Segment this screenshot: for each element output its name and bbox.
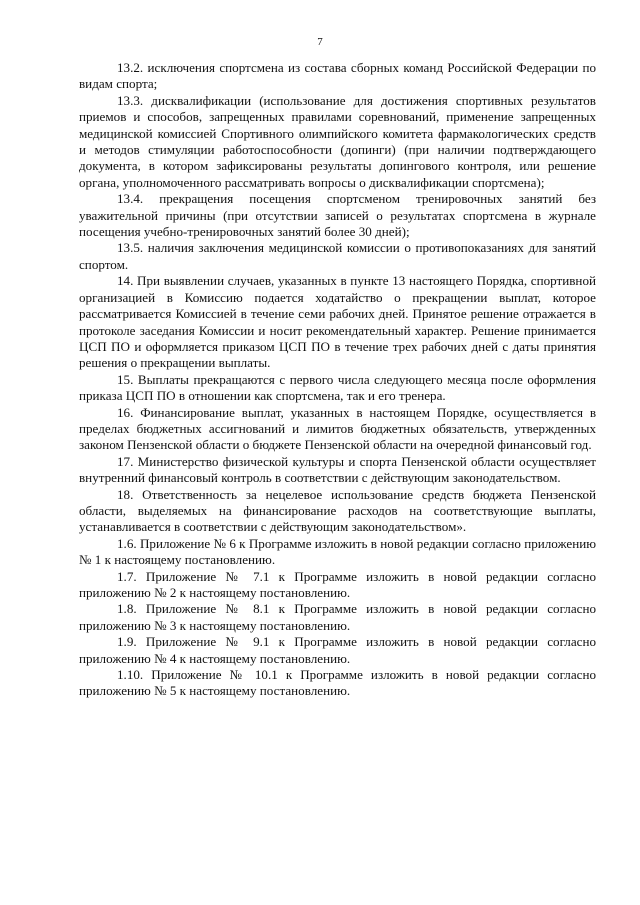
paragraph-13-2: 13.2. исключения спортсмена из состава сборных команд Российской Федерации по видам спорта;: [79, 60, 596, 92]
paragraph-13-4: 13.4. прекращения посещения спортсменом тренировочных занятий без уважительной причины (при отсутствии записей о результатах спортсмена в журнале посещения учебно-тренировочных занятий более 30 дней);: [79, 191, 596, 240]
paragraph-13-5: 13.5. наличия заключения медицинской комиссии о противопоказаниях для занятий спортом.: [79, 240, 596, 272]
paragraph-16: 16. Финансирование выплат, указанных в настоящем Порядке, осуществляется в пределах бюджетных ассигнований и лимитов бюджетных обязательств, утвержденных законом Пензенской области о бюджете Пензенской области на очередной финансовый год.: [79, 404, 596, 453]
paragraph-1-9: 1.9. Приложение № 9.1 к Программе изложить в новой редакции согласно приложению № 4 к настоящему постановлению.: [79, 634, 596, 666]
page-number: 7: [317, 36, 323, 48]
paragraph-1-7: 1.7. Приложение № 7.1 к Программе изложить в новой редакции согласно приложению № 2 к настоящему постановлению.: [79, 568, 596, 600]
paragraph-15: 15. Выплаты прекращаются с первого числа следующего месяца после оформления приказа ЦСП ПО в отношении как спортсмена, так и его тренера.: [79, 371, 596, 404]
paragraph-17: 17. Министерство физической культуры и спорта Пензенской области осуществляет внутренний финансовый контроль в соответствии с действующим законодательством.: [79, 453, 596, 486]
paragraph-18: 18. Ответственность за нецелевое использование средств бюджета Пензенской области, выделяемых на финансирование расходов на соответствующие выплаты, устанавливается в соответствии с действующим законодательством».: [79, 486, 596, 535]
paragraph-1-10: 1.10. Приложение № 10.1 к Программе изложить в новой редакции согласно приложению № 5 к настоящему постановлению.: [79, 667, 596, 699]
document-body: [79, 60, 596, 700]
paragraph-1-6: 1.6. Приложение № 6 к Программе изложить в новой редакции согласно приложению № 1 к настоящему постановлению.: [79, 535, 596, 568]
paragraph-13-3: 13.3. дисквалификации (использование для достижения спортивных результатов приемов и способов, запрещенных правилами соревнований, применение запрещенных медицинской комиссией Спортивного олимпийского комитета фармакологических средств и методов стимуляции работоспособности (допинги) (при наличии подтверждающего документа, в котором зафиксированы результаты допингового контроля, или решение органа, уполномоченного рассматривать вопросы о дисквалификации спортсмена);: [79, 92, 596, 190]
paragraph-1-8: 1.8. Приложение № 8.1 к Программе изложить в новой редакции согласно приложению № 3 к настоящему постановлению.: [79, 601, 596, 633]
paragraph-14: 14. При выявлении случаев, указанных в пункте 13 настоящего Порядка, спортивной организацией в Комиссию подается ходатайство о прекращении выплат, которое рассматривается Комиссией в течение семи рабочих дней. Принятое решение отражается в протоколе заседания Комиссии и носит рекомендательный характер. Решение принимается ЦСП ПО и оформляется приказом ЦСП ПО в течение трех рабочих дней с даты принятия решения о прекращении выплаты.: [79, 273, 596, 371]
